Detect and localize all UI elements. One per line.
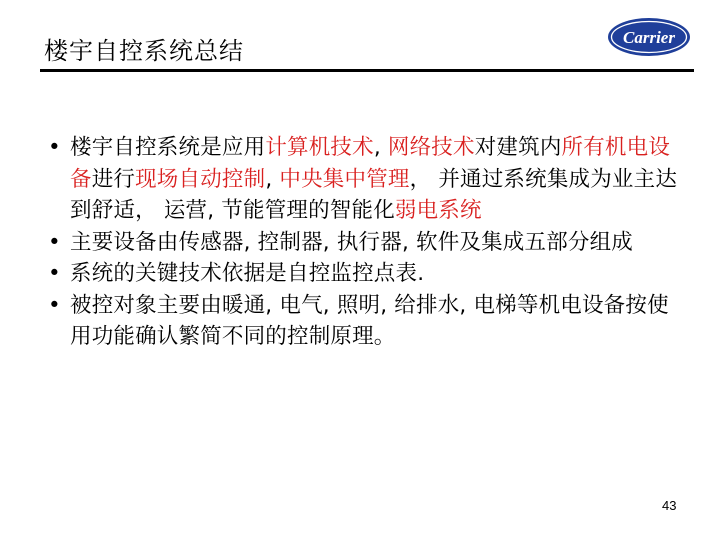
- slide-title: 楼宇自控系统总结: [44, 37, 244, 65]
- bullet-text: ,: [373, 135, 388, 160]
- title-divider: [40, 69, 694, 72]
- bullet-item: [48, 290, 678, 353]
- highlighted-text: 所有机电设备: [70, 135, 671, 192]
- bullet-text: 系统的关键技术依据是自控监控点表.: [70, 261, 425, 286]
- highlighted-text: 计算机技术: [265, 135, 374, 160]
- carrier-logo: [606, 14, 692, 60]
- highlighted-text: 网络技术: [387, 135, 475, 160]
- highlighted-text: 中央集中管理: [279, 166, 410, 192]
- bullet-item: [48, 227, 678, 259]
- logo-text: Carrier: [623, 28, 675, 47]
- bullet-text: 主要设备由传感器, 控制器, 执行器, 软件及集成五部分组成: [70, 229, 634, 255]
- highlighted-text: 弱电系统: [394, 198, 482, 223]
- bullet-list: [48, 132, 678, 353]
- bullet-item: [48, 132, 678, 227]
- page-number: 43: [662, 498, 677, 513]
- bullet-item: [48, 258, 678, 290]
- bullet-text: 被控对象主要由暖通, 电气, 照明, 给排水, 电梯等机电设备按使用功能确认繁简不同的控制原理。: [70, 292, 669, 349]
- bullet-text: ,: [265, 166, 280, 192]
- highlighted-text: 现场自动控制: [135, 166, 266, 192]
- bullet-text: 楼宇自控系统是应用: [70, 135, 266, 160]
- bullet-text: 对建筑内: [474, 135, 562, 160]
- bullet-text: 进行: [91, 166, 136, 192]
- bullet-text: ， 并通过系统集成为业主达到舒适， 运营, 节能管理的智能化: [70, 166, 678, 223]
